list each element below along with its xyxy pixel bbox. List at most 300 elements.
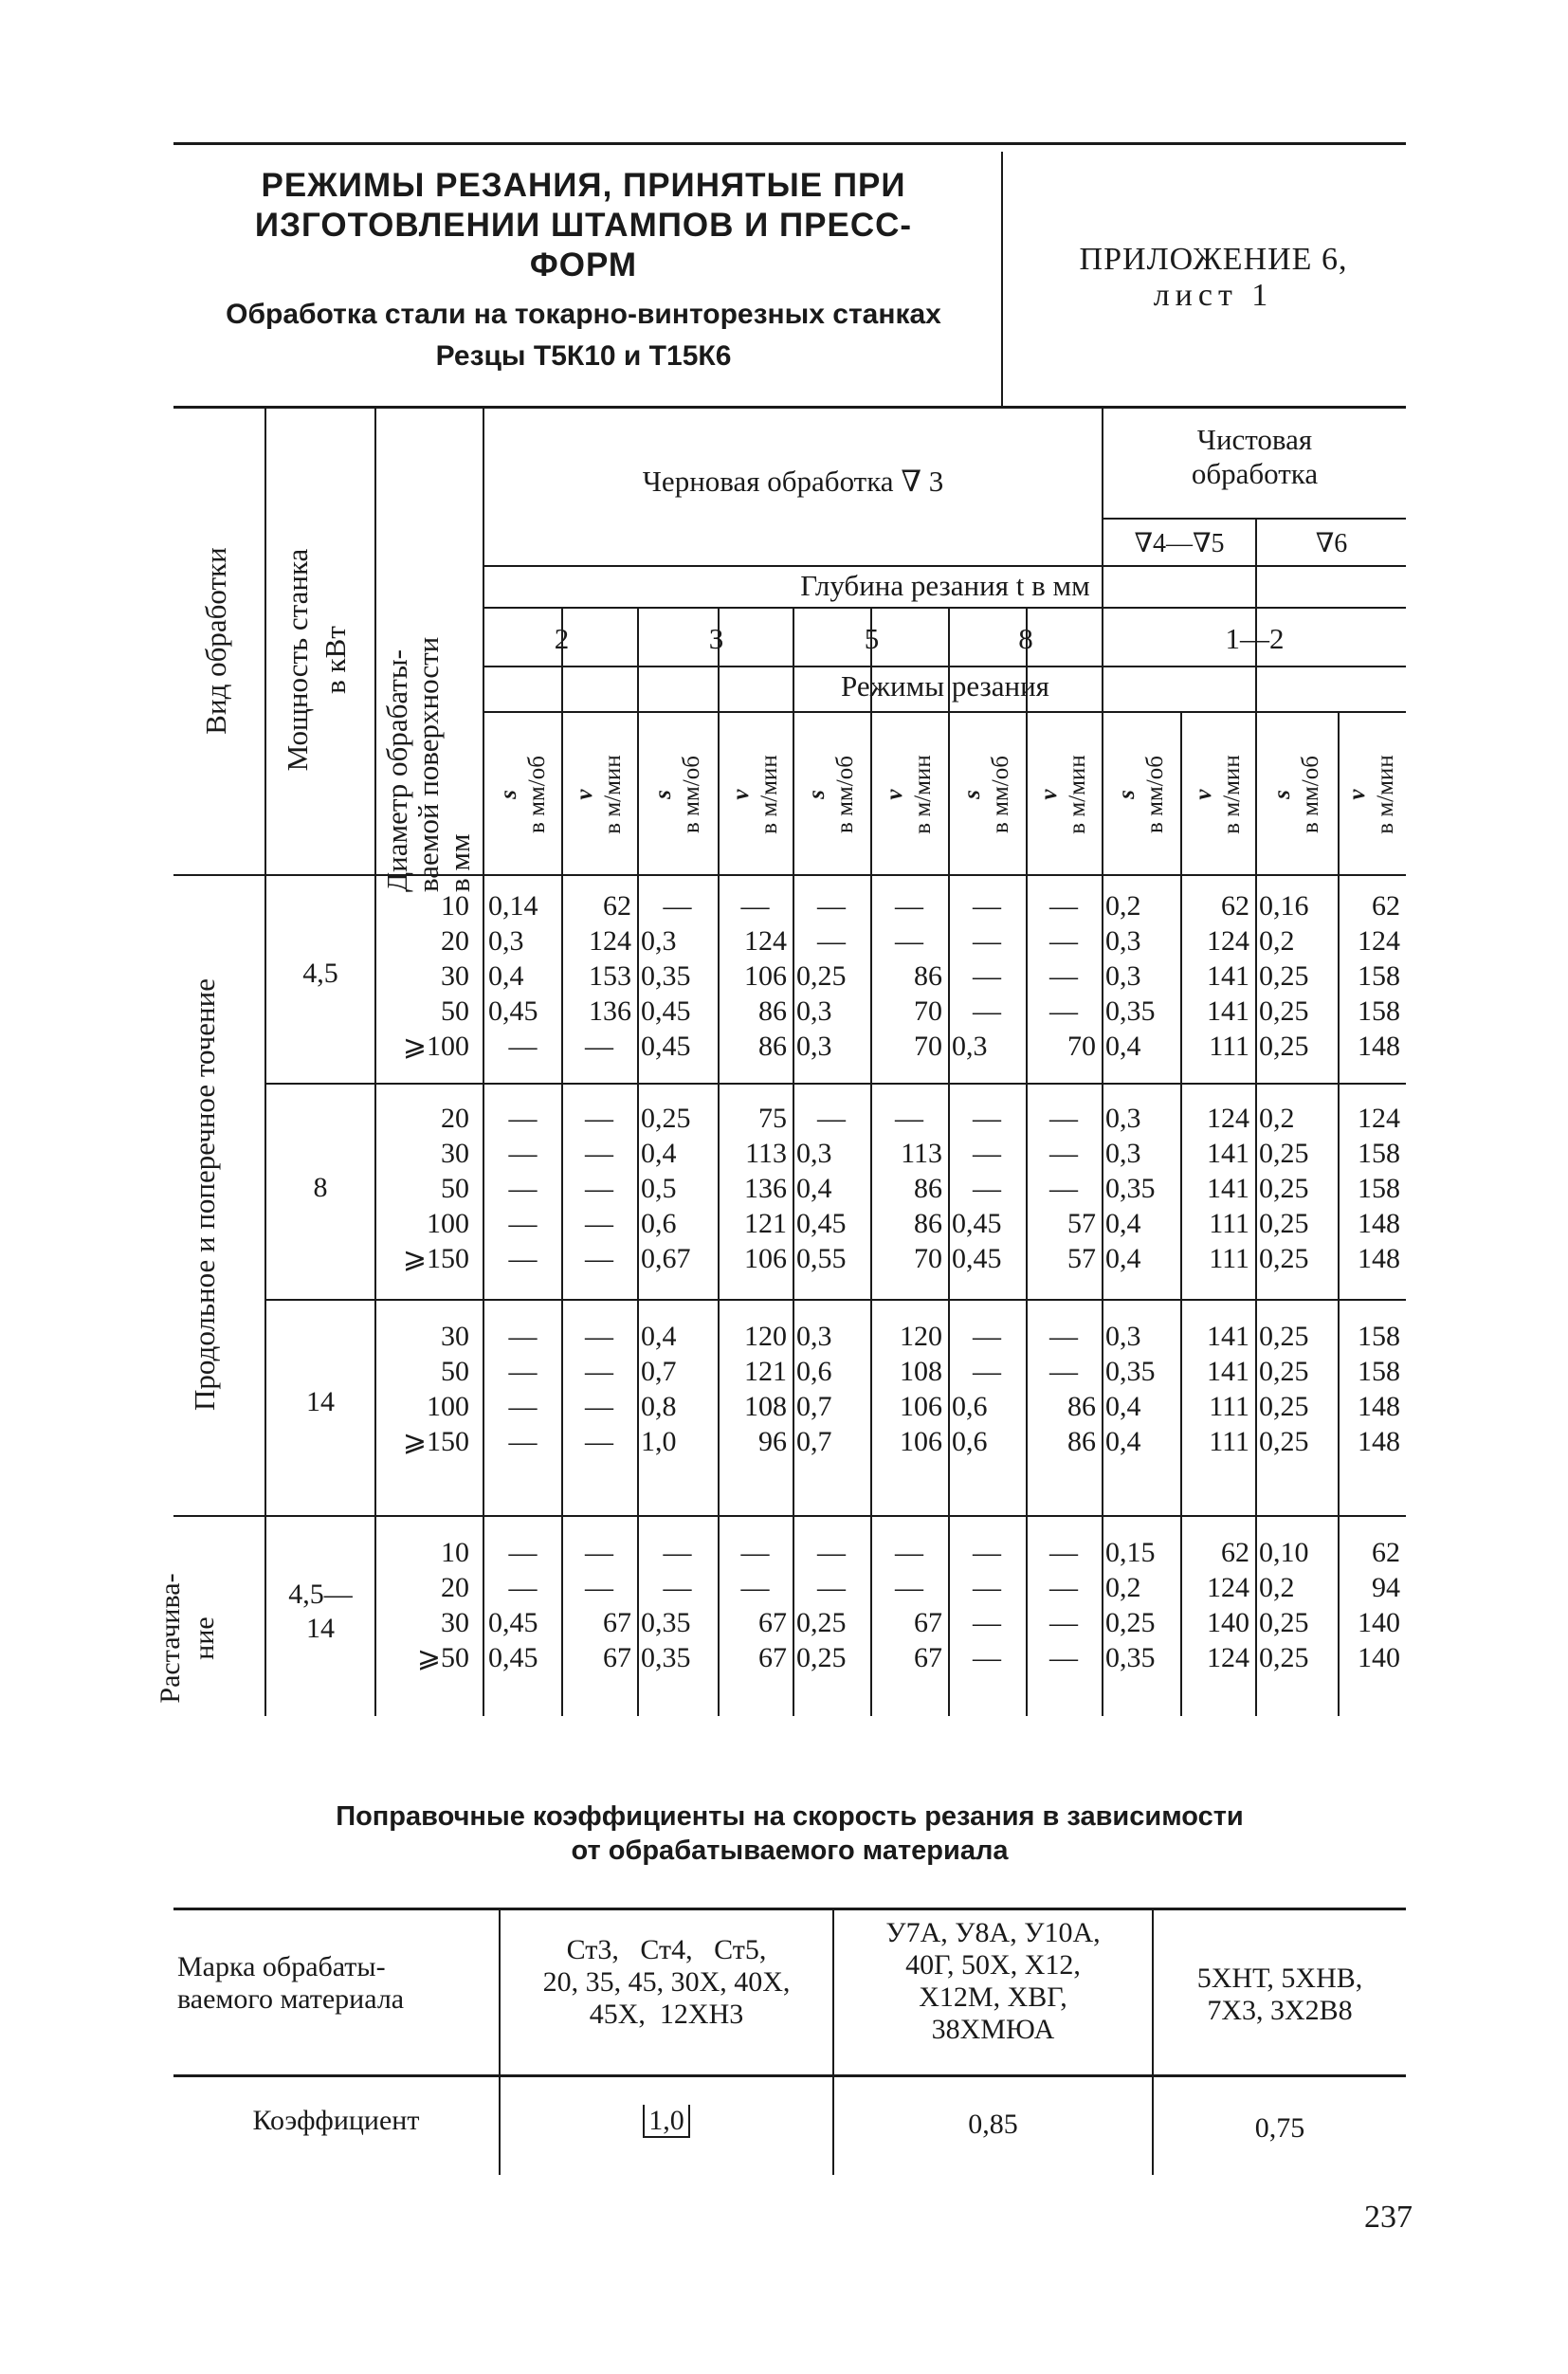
- value-cell: 153: [589, 960, 631, 992]
- table-top-rule: [173, 406, 1406, 409]
- header-diameter-line3: в мм: [443, 833, 476, 892]
- value-cell: —: [1049, 1537, 1078, 1568]
- value-cell: 0,25: [641, 1103, 691, 1134]
- value-cell: —: [1049, 1103, 1078, 1134]
- unit-symbol: v: [727, 789, 754, 800]
- value-cell: 108: [744, 1391, 787, 1422]
- grade-group-3-line1: 5ХНТ, 5ХНВ,: [1196, 1963, 1363, 1994]
- header-modes: Режимы резания: [841, 669, 1049, 703]
- value-cell: 148: [1358, 1391, 1400, 1422]
- value-cell: 67: [603, 1642, 631, 1673]
- value-cell: 158: [1358, 1173, 1400, 1204]
- value-cell: 0,16: [1259, 890, 1309, 922]
- value-cell: 0,25: [1259, 1031, 1309, 1062]
- unit-text: в м/мин: [1218, 755, 1245, 834]
- value-cell: 0,3: [796, 1138, 832, 1169]
- diameter-cell: ⩾150: [402, 1426, 469, 1457]
- diameter-cell: 50: [441, 1356, 469, 1387]
- value-cell: 158: [1358, 995, 1400, 1027]
- unit-text: в м/мин: [756, 755, 782, 834]
- group-separator-2: [266, 1299, 1406, 1301]
- diameter-cell: 50: [441, 995, 469, 1027]
- value-cell: 0,45: [952, 1208, 1002, 1239]
- value-cell: —: [1049, 925, 1078, 957]
- grade-group-2-line1: У7А, У8А, У10А,: [885, 1917, 1101, 1948]
- value-cell: 0,35: [641, 960, 691, 992]
- diameter-cell: 100: [427, 1208, 469, 1239]
- value-cell: —: [973, 1173, 1001, 1204]
- value-cell: 120: [900, 1321, 942, 1352]
- vline-rough-finish: [1102, 408, 1103, 1716]
- grade-group-1-line3: 45Х, 12ХН3: [589, 1999, 744, 2030]
- value-cell: 124: [1358, 1103, 1400, 1134]
- value-cell: 0,67: [641, 1243, 691, 1274]
- header-power-line1: Мощность станка: [281, 548, 314, 772]
- diameter-cell: 30: [441, 960, 469, 992]
- unit-symbol: v: [1036, 789, 1062, 800]
- group-separator-1: [266, 1083, 1406, 1085]
- power-8: 8: [313, 1172, 328, 1203]
- value-cell: 0,25: [1259, 1391, 1309, 1422]
- value-cell: 0,2: [1259, 925, 1295, 957]
- value-cell: 106: [744, 1243, 787, 1274]
- grade-group-1: [501, 1934, 832, 2031]
- subtitle: Обработка стали на токарно-винторезных станках: [226, 299, 941, 330]
- value-cell: 0,4: [488, 960, 524, 992]
- value-cell: 0,25: [1259, 1321, 1309, 1352]
- value-cell: —: [508, 1391, 538, 1422]
- header-divider: [1001, 152, 1003, 408]
- section-kind-boring-line2: ние: [189, 1616, 220, 1660]
- value-cell: —: [663, 1572, 692, 1603]
- value-cell: —: [973, 1138, 1001, 1169]
- depth-1-2: 1—2: [1225, 622, 1285, 655]
- unit-text: в м/мин: [1065, 755, 1090, 834]
- label-grade-line1: Марка обрабаты-: [177, 1951, 386, 1982]
- value-cell: 106: [900, 1391, 942, 1422]
- cutters-line: Резцы Т5К10 и Т15К6: [435, 340, 732, 372]
- grade-group-1-line2: 20, 35, 45, 30Х, 40Х,: [542, 1966, 791, 1998]
- value-cell: 0,2: [1105, 1572, 1141, 1603]
- value-cell: 148: [1358, 1243, 1400, 1274]
- value-cell: —: [817, 1572, 846, 1603]
- depth-rule-bottom: [484, 607, 1406, 609]
- grade-group-2: [834, 1917, 1152, 2046]
- value-cell: —: [740, 1537, 770, 1568]
- value-cell: —: [1049, 1356, 1078, 1387]
- value-cell: 0,3: [641, 925, 677, 957]
- value-cell: 57: [1067, 1208, 1096, 1239]
- value-cell: 0,8: [641, 1391, 677, 1422]
- value-cell: —: [508, 1031, 538, 1062]
- vline-kind: [264, 408, 266, 1716]
- diameter-cell: ⩾100: [402, 1031, 469, 1062]
- value-cell: 0,25: [1259, 1173, 1309, 1204]
- value-cell: 0,45: [488, 1642, 538, 1673]
- value-cell: —: [895, 925, 923, 957]
- value-cell: 86: [914, 1173, 942, 1204]
- unit-text: в мм/об: [1141, 756, 1168, 833]
- value-cell: —: [973, 995, 1001, 1027]
- value-cell: 0,45: [796, 1208, 847, 1239]
- value-cell: —: [585, 1173, 613, 1204]
- coef-2: 0,85: [968, 2109, 1018, 2140]
- sheet-label: лист 1: [1153, 278, 1274, 313]
- unit-symbol: s: [1268, 790, 1295, 799]
- value-cell: 0,3: [796, 995, 832, 1027]
- value-cell: 124: [1358, 925, 1400, 957]
- header-diameter-line2: ваемой поверхности: [411, 636, 445, 892]
- value-cell: 158: [1358, 1356, 1400, 1387]
- value-cell: 62: [1221, 890, 1249, 922]
- diameter-cell: 20: [441, 1572, 469, 1603]
- value-cell: —: [508, 1321, 538, 1352]
- value-cell: 111: [1209, 1426, 1249, 1457]
- label-coef: Коэффициент: [252, 2105, 420, 2136]
- power-14: 14: [306, 1386, 335, 1417]
- diameter-cell: ⩾150: [402, 1243, 469, 1274]
- value-cell: 0,2: [1259, 1572, 1295, 1603]
- power-boring-line2: 14: [306, 1613, 335, 1644]
- value-cell: 0,4: [641, 1138, 677, 1169]
- unit-symbol: v: [1344, 789, 1370, 800]
- header-diameter: [381, 428, 476, 892]
- value-cell: —: [508, 1356, 538, 1387]
- header-finish-a: ∇4—∇5: [1134, 529, 1225, 558]
- value-cell: —: [508, 1426, 538, 1457]
- correction-mid-rule: [173, 2074, 1406, 2077]
- value-cell: 0,25: [796, 1607, 847, 1638]
- value-cell: 0,4: [1105, 1426, 1141, 1457]
- value-cell: —: [585, 1243, 613, 1274]
- value-cell: 70: [1067, 1031, 1096, 1062]
- unit-symbol: s: [1113, 790, 1140, 799]
- value-cell: 111: [1209, 1243, 1249, 1274]
- power-4-5: 4,5: [302, 958, 338, 989]
- depth-8: 8: [1018, 622, 1033, 655]
- value-cell: 0,45: [641, 1031, 691, 1062]
- value-cell: 67: [914, 1607, 942, 1638]
- value-cell: 0,3: [796, 1031, 832, 1062]
- depths-rule-bottom: [484, 666, 1406, 667]
- value-cell: —: [973, 960, 1001, 992]
- value-cell: 0,15: [1105, 1537, 1156, 1568]
- value-cell: 0,7: [641, 1356, 677, 1387]
- power-boring-line1: 4,5—: [288, 1579, 353, 1610]
- depth-3: 3: [708, 622, 724, 655]
- diameter-cell: 30: [441, 1321, 469, 1352]
- value-cell: —: [1049, 1607, 1078, 1638]
- value-cell: 124: [1207, 1103, 1249, 1134]
- value-cell: —: [585, 1321, 613, 1352]
- depth-5: 5: [864, 622, 880, 655]
- value-cell: 0,3: [1105, 925, 1141, 957]
- grade-group-2-line4: 38ХМЮА: [931, 2014, 1055, 2045]
- value-cell: —: [508, 1173, 538, 1204]
- depth-rule-top: [484, 565, 1406, 567]
- value-cell: —: [585, 1537, 613, 1568]
- value-cell: 0,25: [1259, 1642, 1309, 1673]
- value-cell: —: [817, 890, 846, 922]
- value-cell: 0,25: [1259, 1243, 1309, 1274]
- value-cell: 0,35: [1105, 995, 1156, 1027]
- value-cell: —: [663, 890, 692, 922]
- finish-subheader-rule: [1103, 518, 1406, 520]
- unit-text: в м/мин: [600, 755, 626, 834]
- value-cell: 0,14: [488, 890, 538, 922]
- page-number: 237: [1364, 2200, 1413, 2235]
- value-cell: —: [895, 1537, 923, 1568]
- unit-header-v: [1190, 719, 1247, 870]
- value-cell: —: [508, 1138, 538, 1169]
- value-cell: 141: [1207, 1173, 1249, 1204]
- top-rule: [173, 142, 1406, 145]
- value-cell: —: [508, 1208, 538, 1239]
- value-cell: —: [508, 1537, 538, 1568]
- value-cell: —: [973, 1537, 1001, 1568]
- value-cell: —: [1049, 1642, 1078, 1673]
- value-cell: 120: [744, 1321, 787, 1352]
- value-cell: 96: [758, 1426, 787, 1457]
- unit-header-s: [958, 719, 1015, 870]
- value-cell: —: [585, 1356, 613, 1387]
- unit-symbol: v: [1190, 789, 1216, 800]
- value-cell: 124: [1207, 1642, 1249, 1673]
- value-cell: 0,6: [796, 1356, 832, 1387]
- unit-text: в мм/об: [832, 756, 858, 833]
- value-cell: —: [973, 1103, 1001, 1134]
- value-cell: 0,3: [1105, 1103, 1141, 1134]
- coef-1-value: 1,0: [643, 2105, 690, 2138]
- value-cell: —: [1049, 960, 1078, 992]
- value-cell: —: [585, 1031, 613, 1062]
- value-cell: 141: [1207, 1138, 1249, 1169]
- value-cell: 86: [758, 995, 787, 1027]
- value-cell: 62: [1372, 890, 1400, 922]
- unit-symbol: s: [495, 790, 521, 799]
- value-cell: 67: [914, 1642, 942, 1673]
- diameter-cell: ⩾50: [416, 1642, 469, 1673]
- value-cell: 136: [589, 995, 631, 1027]
- value-cell: 0,25: [1259, 1426, 1309, 1457]
- value-cell: —: [973, 925, 1001, 957]
- value-cell: 86: [1067, 1391, 1096, 1422]
- value-cell: —: [973, 1607, 1001, 1638]
- section-kind-boring: [154, 1534, 229, 1743]
- value-cell: —: [895, 890, 923, 922]
- value-cell: 0,6: [952, 1426, 988, 1457]
- unit-symbol: s: [804, 790, 830, 799]
- depth-2: 2: [554, 622, 570, 655]
- value-cell: 141: [1207, 1321, 1249, 1352]
- value-cell: 86: [1067, 1426, 1096, 1457]
- value-cell: 140: [1207, 1607, 1249, 1638]
- value-cell: 121: [744, 1208, 787, 1239]
- header-finish-line1: Чистовая: [1196, 423, 1313, 456]
- value-cell: 70: [914, 995, 942, 1027]
- value-cell: 0,25: [1259, 1607, 1309, 1638]
- section-kind-turning: Продольное и поперечное точение: [188, 978, 221, 1411]
- value-cell: —: [1049, 1173, 1078, 1204]
- appendix-label: ПРИЛОЖЕНИЕ 6,: [1079, 242, 1348, 277]
- value-cell: 124: [1207, 1572, 1249, 1603]
- value-cell: 86: [914, 1208, 942, 1239]
- value-cell: 0,5: [641, 1173, 677, 1204]
- value-cell: 0,55: [796, 1243, 847, 1274]
- header-finish-line2: обработка: [1191, 457, 1319, 490]
- diameter-cell: 30: [441, 1138, 469, 1169]
- value-cell: 0,7: [796, 1391, 832, 1422]
- value-cell: 121: [744, 1356, 787, 1387]
- value-cell: 0,3: [1105, 1321, 1141, 1352]
- value-cell: 1,0: [641, 1426, 677, 1457]
- value-cell: 0,25: [1259, 995, 1309, 1027]
- value-cell: 0,35: [1105, 1642, 1156, 1673]
- value-cell: 70: [914, 1031, 942, 1062]
- unit-header-v: [1035, 719, 1092, 870]
- value-cell: 0,3: [796, 1321, 832, 1352]
- value-cell: 0,45: [488, 995, 538, 1027]
- value-cell: 0,35: [641, 1642, 691, 1673]
- value-cell: —: [585, 1426, 613, 1457]
- value-cell: 0,45: [952, 1243, 1002, 1274]
- unit-header-s: [649, 719, 706, 870]
- value-cell: —: [585, 1391, 613, 1422]
- value-cell: 0,25: [1259, 1356, 1309, 1387]
- value-cell: 113: [901, 1138, 942, 1169]
- value-cell: 75: [758, 1103, 787, 1134]
- value-cell: —: [740, 890, 770, 922]
- value-cell: 111: [1209, 1031, 1249, 1062]
- value-cell: —: [973, 1642, 1001, 1673]
- table-header-bottom-rule: [173, 874, 1406, 876]
- header-rough: Черновая обработка ∇ 3: [642, 465, 944, 498]
- value-cell: 0,4: [1105, 1391, 1141, 1422]
- value-cell: 62: [1372, 1537, 1400, 1568]
- value-cell: 0,25: [1105, 1607, 1156, 1638]
- unit-text: в м/мин: [910, 755, 936, 834]
- value-cell: 158: [1358, 960, 1400, 992]
- value-cell: 106: [900, 1426, 942, 1457]
- value-cell: —: [663, 1537, 692, 1568]
- value-cell: 0,4: [1105, 1243, 1141, 1274]
- diameter-cell: 30: [441, 1607, 469, 1638]
- label-grade-line2: ваемого материала: [177, 1983, 405, 2015]
- value-cell: 0,35: [1105, 1356, 1156, 1387]
- value-cell: —: [585, 1103, 613, 1134]
- value-cell: 0,10: [1259, 1537, 1309, 1568]
- correction-title-line2: от обрабатываемого материала: [571, 1835, 1009, 1866]
- value-cell: 70: [914, 1243, 942, 1274]
- unit-symbol: s: [649, 790, 676, 799]
- value-cell: 158: [1358, 1321, 1400, 1352]
- value-cell: 124: [744, 925, 787, 957]
- value-cell: —: [508, 1243, 538, 1274]
- value-cell: 0,3: [488, 925, 524, 957]
- header-depth: Глубина резания t в мм: [800, 569, 1090, 602]
- value-cell: 158: [1358, 1138, 1400, 1169]
- unit-header-v: [571, 719, 628, 870]
- coef-3: 0,75: [1254, 2112, 1305, 2144]
- value-cell: 0,25: [1259, 1208, 1309, 1239]
- value-cell: —: [585, 1572, 613, 1603]
- value-cell: 0,6: [952, 1391, 988, 1422]
- value-cell: —: [585, 1208, 613, 1239]
- value-cell: 111: [1209, 1391, 1249, 1422]
- label-grade: [177, 1951, 495, 2016]
- value-cell: —: [973, 890, 1001, 922]
- header-power: [279, 428, 355, 892]
- value-cell: 0,3: [1105, 960, 1141, 992]
- value-cell: 141: [1207, 960, 1249, 992]
- unit-header-s: [495, 719, 552, 870]
- value-cell: 124: [1207, 925, 1249, 957]
- value-cell: 0,25: [796, 960, 847, 992]
- value-cell: 0,45: [641, 995, 691, 1027]
- value-cell: 0,25: [796, 1642, 847, 1673]
- value-cell: —: [973, 1572, 1001, 1603]
- value-cell: 0,35: [1105, 1173, 1156, 1204]
- section-separator: [173, 1515, 1406, 1517]
- value-cell: 0,4: [641, 1321, 677, 1352]
- value-cell: 141: [1207, 995, 1249, 1027]
- value-cell: 141: [1207, 1356, 1249, 1387]
- unit-header-s: [1113, 719, 1170, 870]
- header-finish: [1103, 423, 1406, 491]
- value-cell: 0,4: [796, 1173, 832, 1204]
- value-cell: 124: [589, 925, 631, 957]
- unit-text: в м/мин: [1373, 755, 1398, 834]
- value-cell: 62: [603, 890, 631, 922]
- value-cell: —: [508, 1103, 538, 1134]
- value-cell: —: [740, 1572, 770, 1603]
- grade-group-3-line2: 7Х3, 3Х2В8: [1207, 1995, 1353, 2026]
- value-cell: 140: [1358, 1642, 1400, 1673]
- value-cell: —: [508, 1572, 538, 1603]
- title-line-2: ИЗГОТОВЛЕНИИ ШТАМПОВ И ПРЕСС-: [254, 207, 913, 244]
- value-cell: 0,35: [641, 1607, 691, 1638]
- correction-top-rule: [173, 1908, 1406, 1910]
- grade-group-1-line1: Ст3, Ст4, Ст5,: [566, 1934, 767, 1965]
- value-cell: 0,2: [1105, 890, 1141, 922]
- value-cell: 0,3: [952, 1031, 988, 1062]
- unit-header-v: [1343, 719, 1400, 870]
- value-cell: 106: [744, 960, 787, 992]
- value-cell: 148: [1358, 1426, 1400, 1457]
- grade-group-2-line2: 40Г, 50Х, Х12,: [905, 1949, 1081, 1981]
- value-cell: 86: [758, 1031, 787, 1062]
- value-cell: —: [585, 1138, 613, 1169]
- grade-group-2-line3: Х12М, ХВГ,: [919, 1981, 1067, 2013]
- value-cell: 67: [758, 1642, 787, 1673]
- unit-symbol: v: [882, 789, 907, 800]
- value-cell: —: [817, 925, 846, 957]
- value-cell: —: [1049, 1572, 1078, 1603]
- value-cell: 140: [1358, 1607, 1400, 1638]
- value-cell: 0,7: [796, 1426, 832, 1457]
- value-cell: —: [895, 1572, 923, 1603]
- diameter-cell: 10: [441, 1537, 469, 1568]
- value-cell: 0,6: [641, 1208, 677, 1239]
- diameter-cell: 100: [427, 1391, 469, 1422]
- value-cell: 67: [758, 1607, 787, 1638]
- unit-header-v: [881, 719, 938, 870]
- value-cell: —: [817, 1103, 846, 1134]
- value-cell: 108: [900, 1356, 942, 1387]
- diameter-cell: 10: [441, 890, 469, 922]
- header-diameter-line1: Диаметр обрабаты-: [380, 648, 413, 892]
- value-cell: —: [973, 1356, 1001, 1387]
